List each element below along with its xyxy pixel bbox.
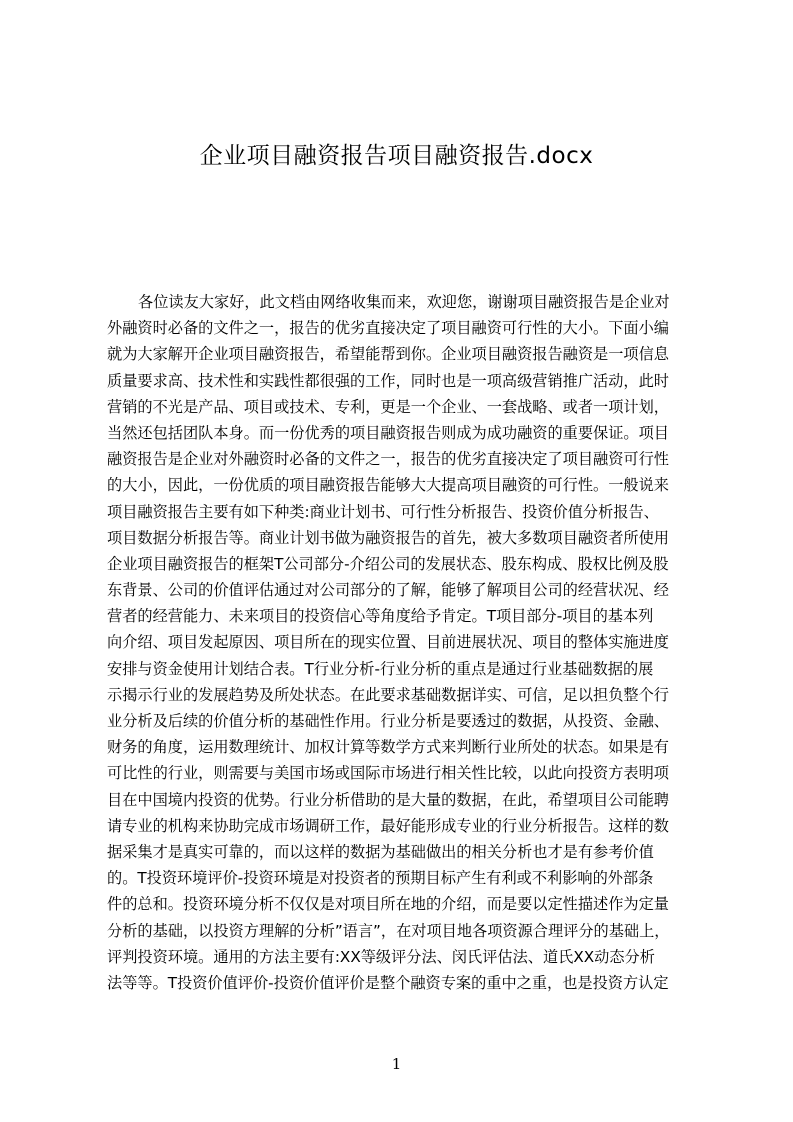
body-line: 企业项目融资报告的框架T公司部分-介绍公司的发展状态、股东构成、股权比例及股 — [107, 554, 669, 573]
body-line: 融资报告是企业对外融资时必备的文件之一，报告的优劣直接决定了项目融资可行性 — [107, 450, 669, 469]
body-line: 安排与资金使用计划结合表。T行业分析-行业分析的重点是通过行业基础数据的展 — [107, 659, 654, 678]
body-line: 项目数据分析报告等。商业计划书做为融资报告的首先，被大多数项目融资者所使用 — [107, 528, 669, 547]
body-line: 分析的基础，以投资方理解的分析”语言”，在对项目地各项资源合理评分的基础上， — [107, 921, 670, 940]
body-line: 财务的角度，运用数理统计、加权计算等数学方式来判断行业所处的状态。如果是有 — [107, 738, 669, 757]
body-line: 各位读友大家好，此文档由网络收集而来，欢迎您，谢谢项目融资报告是企业对 — [138, 293, 670, 311]
body-line: 营者的经营能力、未来项目的投资信心等角度给予肯定。T项目部分-项目的基本列 — [107, 607, 654, 626]
body-line: 的。T投资环境评价-投资环境是对投资者的预期目标产生有利或不利影响的外部条 — [107, 869, 654, 888]
body-line: 件的总和。投资环境分析不仅仅是对项目所在地的介绍，而是要以定性描述作为定量 — [107, 895, 669, 914]
body-line: 营销的不光是产品、项目或技术、专利，更是一个企业、一套战略、或者一项计划， — [107, 397, 669, 416]
page-number: 1 — [391, 1055, 402, 1073]
body-line: 可比性的行业，则需要与美国市场或国际市场进行相关性比较，以此向投资方表明项 — [107, 764, 669, 783]
body-line: 法等等。T投资价值评价-投资价值评价是整个融资专案的重中之重，也是投资方认定 — [107, 973, 669, 992]
body-line: 外融资时必备的文件之一，报告的优劣直接决定了项目融资可行性的大小。下面小编 — [107, 319, 669, 338]
body-line: 项目融资报告主要有如下种类:商业计划书、可行性分析报告、投资价值分析报告、 — [107, 502, 659, 521]
body-line: 就为大家解开企业项目融资报告，希望能帮到你。企业项目融资报告融资是一项信息 — [107, 345, 669, 364]
document-body — [107, 289, 707, 996]
body-line: 业分析及后续的价值分析的基础性作用。行业分析是要透过的数据，从投资、金融、 — [107, 712, 669, 730]
body-line: 请专业的机构来协助完成市场调研工作，最好能形成专业的行业分析报告。这样的数 — [107, 816, 669, 835]
document-title: 企业项目融资报告项目融资报告.docx — [199, 143, 594, 169]
body-line: 质量要求高、技术性和实践性都很强的工作，同时也是一项高级营销推广活动，此时 — [107, 371, 669, 390]
body-line: 目在中国境内投资的优势。行业分析借助的是大量的数据，在此，希望项目公司能聘 — [107, 790, 669, 809]
body-line: 据采集才是真实可靠的，而以这样的数据为基础做出的相关分析也才是有参考价值 — [107, 842, 654, 861]
body-line: 的大小，因此，一份优质的项目融资报告能够大大提高项目融资的可行性。一般说来 — [107, 476, 669, 495]
body-line: 向介绍、项目发起原因、项目所在的现实位置、目前进展状况、项目的整体实施进度 — [107, 633, 669, 652]
body-line: 评判投资环境。通用的方法主要有:XX等级评分法、闵氏评估法、道氏XX动态分析 — [107, 947, 655, 966]
body-line: 当然还包括团队本身。而一份优秀的项目融资报告则成为成功融资的重要保证。项目 — [107, 423, 669, 442]
body-line: 示揭示行业的发展趋势及所处状态。在此要求基础数据详实、可信，足以担负整个行 — [107, 685, 669, 704]
body-line: 东背景、公司的价值评估通过对公司部分的了解，能够了解项目公司的经营状况、经 — [107, 581, 669, 600]
